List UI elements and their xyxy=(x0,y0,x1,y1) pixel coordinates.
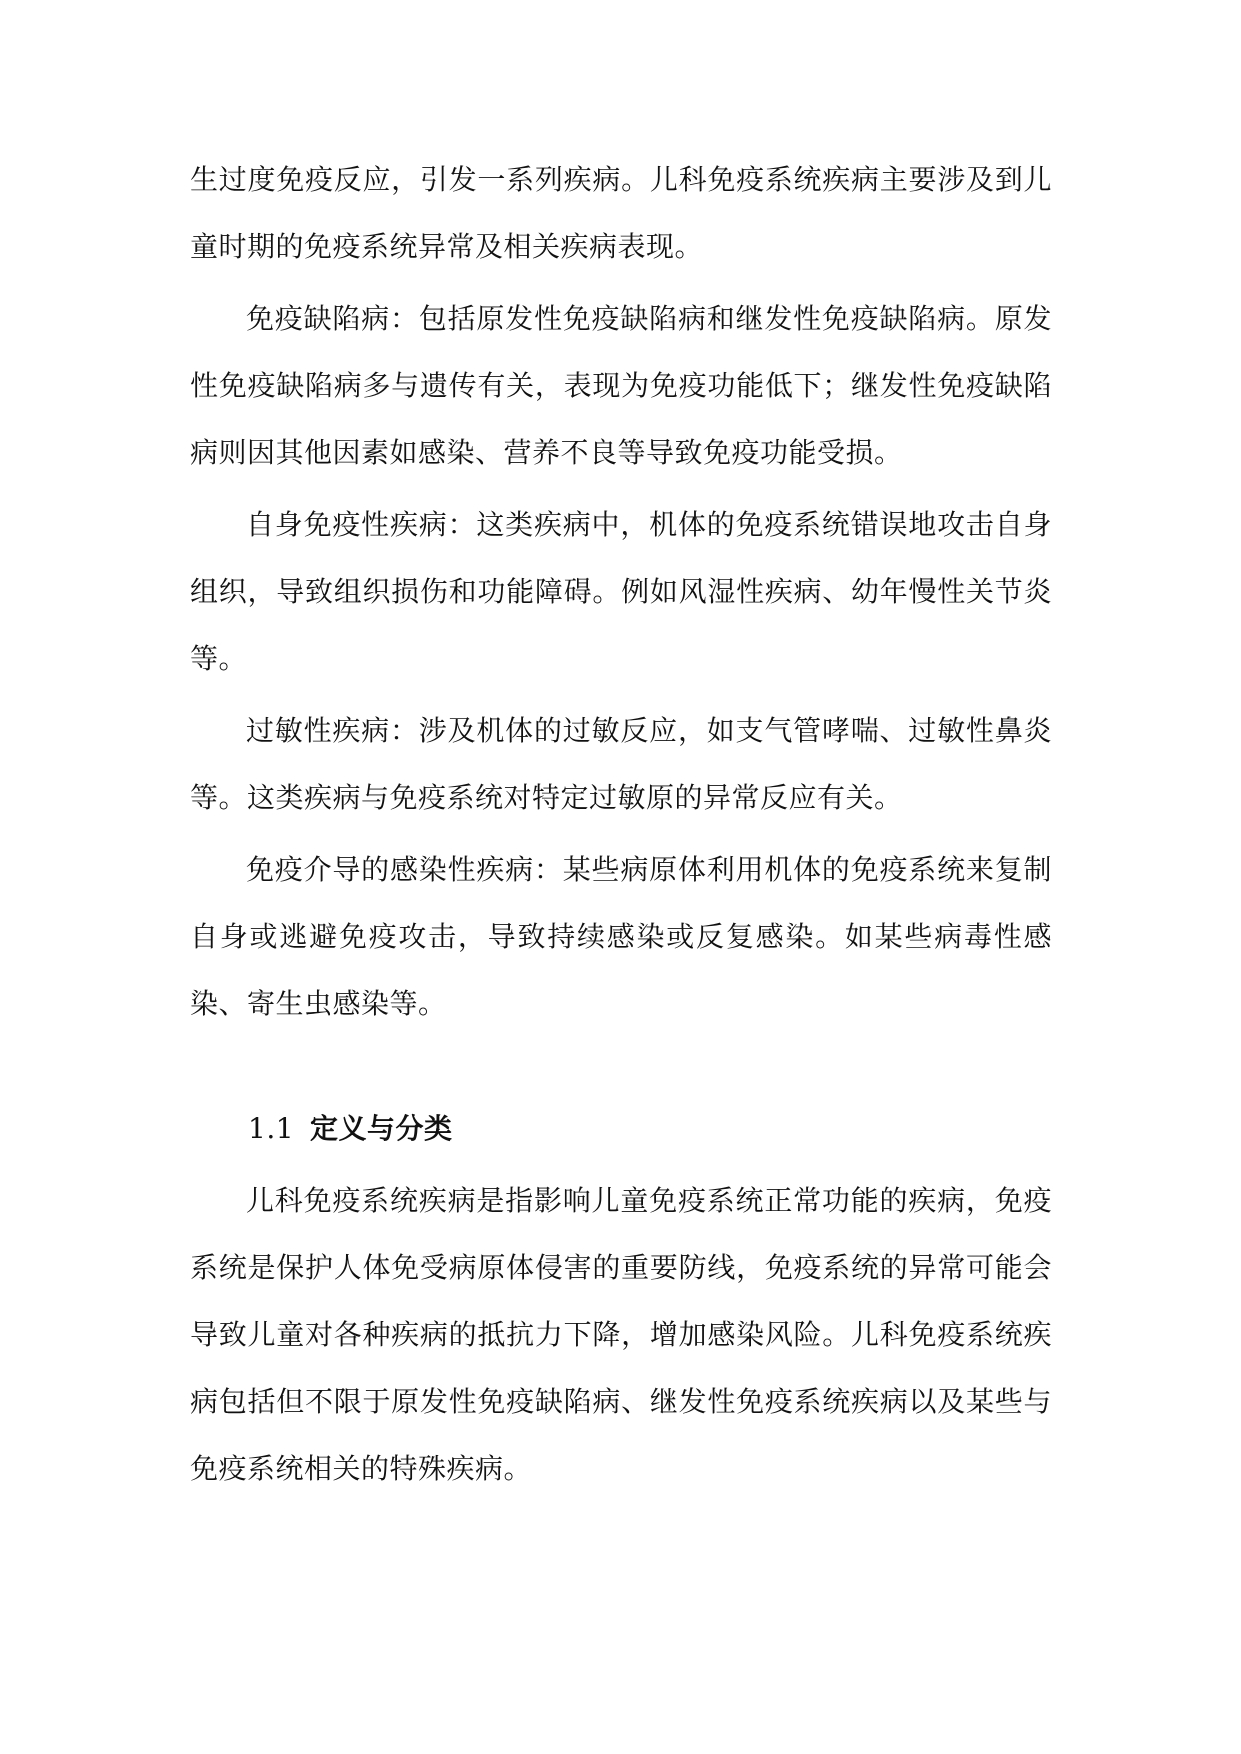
paragraph-allergic: 过敏性疾病：涉及机体的过敏反应，如支气管哮喘、过敏性鼻炎等。这类疾病与免疫系统对特定过敏原的异常反应有关。 xyxy=(190,714,1052,814)
document-page xyxy=(190,146,1052,1507)
paragraph-autoimmune: 自身免疫性疾病：这类疾病中，机体的免疫系统错误地攻击自身组织，导致组织损伤和功能障碍。例如风湿性疾病、幼年慢性关节炎等。 xyxy=(190,508,1052,675)
paragraph-immunodeficiency: 免疫缺陷病：包括原发性免疫缺陷病和继发性免疫缺陷病。原发性免疫缺陷病多与遗传有关，表现为免疫功能低下；继发性免疫缺陷病则因其他因素如感染、营养不良等导致免疫功能受损。 xyxy=(190,302,1052,469)
section-number: 1.1 xyxy=(248,1112,295,1145)
section-title: 定义与分类 xyxy=(310,1112,453,1145)
paragraph-continuation: 生过度免疫反应，引发一系列疾病。儿科免疫系统疾病主要涉及到儿童时期的免疫系统异常及相关疾病表现。 xyxy=(190,163,1052,263)
paragraph-immune-mediated-infection: 免疫介导的感染性疾病：某些病原体利用机体的免疫系统来复制自身或逃避免疫攻击，导致持续感染或反复感染。如某些病毒性感染、寄生虫感染等。 xyxy=(190,853,1052,1020)
paragraph-definition: 儿科免疫系统疾病是指影响儿童免疫系统正常功能的疾病，免疫系统是保护人体免受病原体侵害的重要防线，免疫系统的异常可能会导致儿童对各种疾病的抵抗力下降，增加感染风险。儿科免疫系统疾病包括但不限于原发性免疫缺陷病、继发性免疫系统疾病以及某些与免疫系统相关的特殊疾病。 xyxy=(190,1184,1052,1485)
section-heading xyxy=(190,1095,1052,1162)
